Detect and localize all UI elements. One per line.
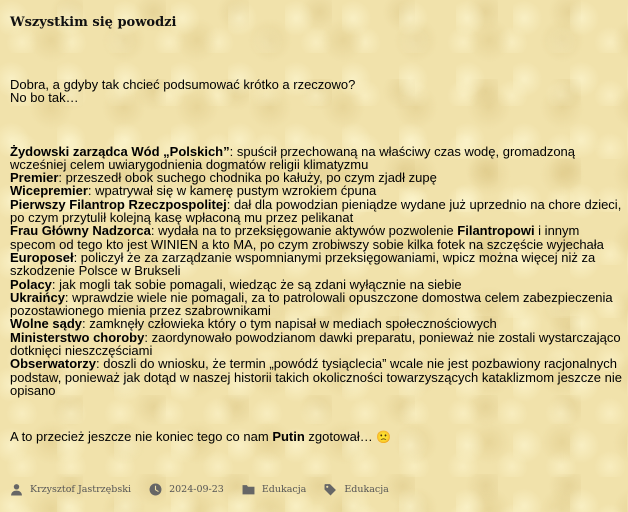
post-content bbox=[10, 78, 622, 445]
entry-text: : wpatrywał się w kamerę pustym wzrokiem ćpuna bbox=[87, 183, 377, 199]
entry-term: Wicepremier bbox=[10, 183, 88, 199]
entry-ministerstwo bbox=[10, 331, 622, 358]
closing-text-after: zgotował… bbox=[304, 429, 377, 445]
closing-line bbox=[10, 430, 622, 444]
entry-nadzorca bbox=[10, 224, 622, 251]
clock-icon bbox=[149, 483, 162, 496]
date-link[interactable]: 2024-09-23 bbox=[169, 484, 224, 495]
entry-text: : zamknęły człowieka który o tym napisał w mediach społecznościowych bbox=[82, 316, 497, 332]
entry-text: : jak mogli tak sobie pomagali, wiedząc że są zdani wyłącznie na siebie bbox=[51, 276, 462, 292]
entry-text: : doszli do wniosku, że termin „powódź tysiąclecia” wcale nie jest pozbawiony racjonalnych podstaw, ponieważ jak dotąd w naszej historii takich okoliczności towarzyszących kataklizmom jeszcze nie opisano bbox=[10, 356, 622, 398]
entry-text: : przeszedł obok suchego chodnika po kałuży, po czym zjadł zupę bbox=[58, 170, 437, 186]
author-link[interactable]: Krzysztof Jastrzębski bbox=[30, 484, 132, 495]
tag-link[interactable]: Edukacja bbox=[344, 484, 389, 495]
closing-bold: Putin bbox=[272, 429, 305, 445]
entry-text: : dał dla powodzian pieniądze wydane już uprzednio na chore dzieci, po czym przytulił kolejną kasę wpłaconą mu przez pelikanat bbox=[10, 196, 622, 226]
entry-term: Obserwatorzy bbox=[10, 356, 96, 372]
entry-sady bbox=[10, 317, 622, 330]
entry-text: i innym specom od tego kto jest WINIEN a kto MA, po czym zrobiwszy sobie kilka fotek na szczęście wyjechała bbox=[10, 223, 604, 252]
category-meta[interactable] bbox=[242, 483, 307, 496]
tag-meta[interactable] bbox=[324, 483, 389, 496]
entry-term: Polacy bbox=[10, 276, 52, 292]
entry-wicepremier bbox=[10, 184, 622, 197]
entry-text: : zaordynowało powodzianom dawki preparatu, ponieważ nie zostali wystarczająco dotknięci nieszczęściami bbox=[10, 329, 621, 359]
entry-europosel bbox=[10, 251, 622, 278]
entry-filantrop bbox=[10, 198, 622, 225]
entry-term: Filantropowi bbox=[457, 223, 535, 239]
entry-premier bbox=[10, 171, 622, 184]
folder-icon bbox=[242, 483, 255, 496]
entry-zarzadca bbox=[10, 145, 622, 172]
entry-term: Ministerstwo choroby bbox=[10, 329, 145, 345]
entry-term: Żydowski zarządca Wód „Polskich” bbox=[10, 143, 230, 159]
post-title: Wszystkim się powodzi bbox=[10, 15, 177, 30]
closing-text: A to przecież jeszcze nie koniec tego co nam bbox=[10, 429, 273, 445]
entry-term: Pierwszy Filantrop Rzeczpospolitej bbox=[10, 196, 227, 212]
person-icon bbox=[10, 483, 23, 496]
entry-text: : policzył że za zarządzanie wspomnianymi przeksięgowaniami, wpicz można więcej niż za szkodzenie Polsce w Brukseli bbox=[10, 249, 596, 279]
entry-term: Ukraińcy bbox=[10, 289, 65, 305]
entry-text: : wprawdzie wiele nie pomagali, za to patrolowali opuszczone domostwa celem zabezpieczenia pozostawionego mienia przez szabrownikami bbox=[10, 289, 613, 319]
entry-text: : wydała na to przeksięgowanie aktywów pozwolenie bbox=[150, 223, 454, 239]
author-meta[interactable] bbox=[10, 483, 131, 496]
entry-ukraincy bbox=[10, 291, 622, 318]
entry-term: Premier bbox=[10, 170, 59, 186]
category-link[interactable]: Edukacja bbox=[261, 484, 307, 495]
entry-text: : spuścił przechowaną na właściwy czas wodę, gromadzoną wcześniej celem uwiarygodnienia dogmatów religii klimatyzmu bbox=[10, 143, 576, 172]
tag-icon bbox=[324, 483, 337, 496]
entry-polacy bbox=[10, 278, 622, 291]
entry-term: Europoseł bbox=[10, 249, 74, 265]
intro-line: Dobra, a gdyby tak chcieć podsumować krótko a rzeczowo? bbox=[10, 77, 356, 92]
sad-face-icon: 🙁 bbox=[376, 430, 392, 445]
entry-term: Frau Główny Nadzorca bbox=[10, 223, 151, 239]
entry-term: Wolne sądy bbox=[10, 316, 83, 332]
intro-line: No bo tak… bbox=[10, 90, 79, 106]
date-meta[interactable] bbox=[149, 483, 224, 496]
entry-obserwatorzy bbox=[10, 357, 622, 397]
post-meta bbox=[10, 483, 407, 496]
